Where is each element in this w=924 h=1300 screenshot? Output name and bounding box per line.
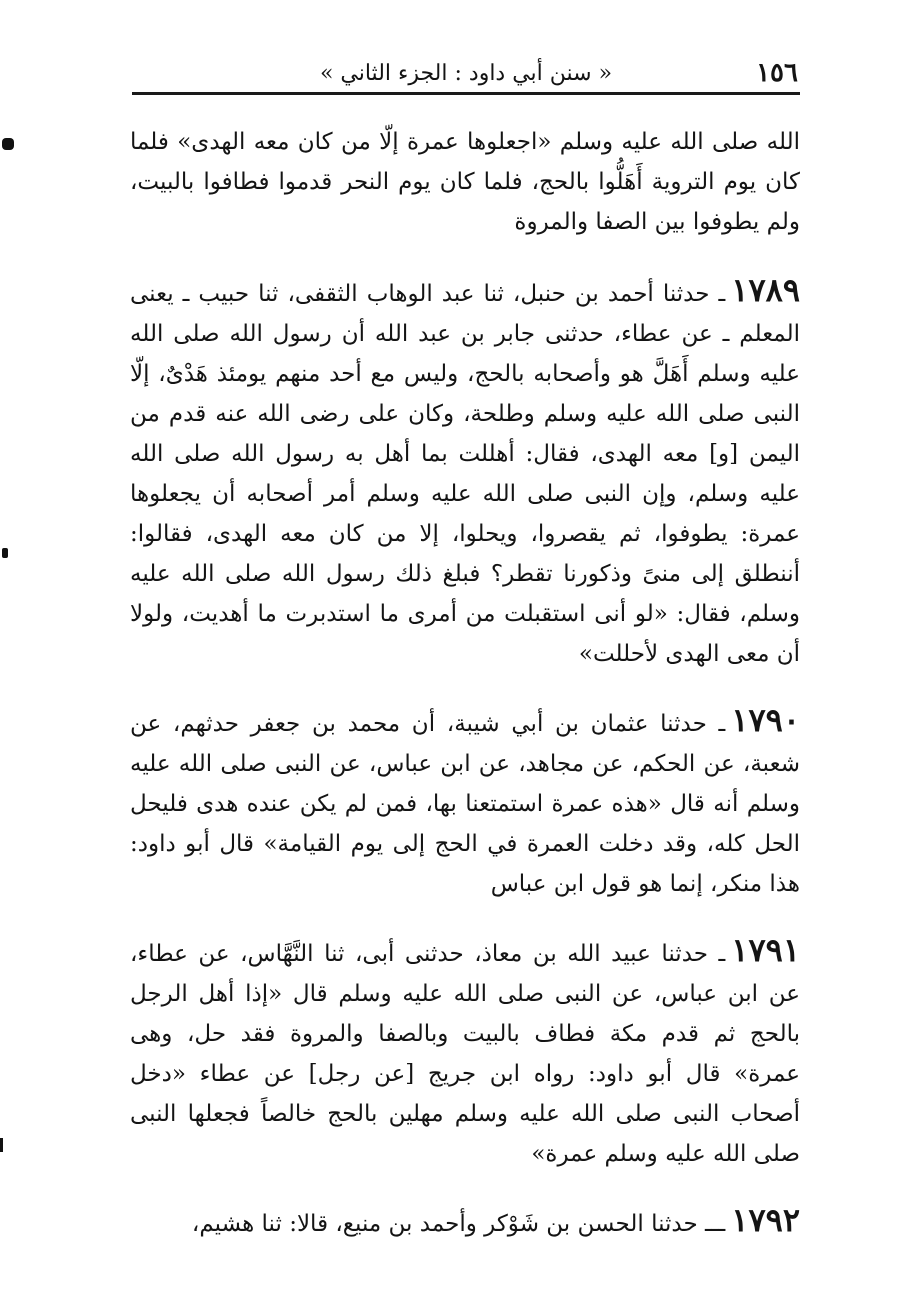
hadith-number: ١٧٩١ bbox=[731, 931, 800, 969]
hadith-number: ١٧٩٠ bbox=[731, 701, 800, 739]
scan-mark bbox=[0, 1138, 3, 1152]
scan-mark bbox=[2, 138, 14, 150]
scan-mark bbox=[2, 548, 8, 558]
hadith-number: ١٧٩٢ bbox=[731, 1201, 800, 1239]
header-rule bbox=[132, 92, 800, 95]
paragraph-continuation bbox=[130, 122, 800, 242]
hadith-number: ١٧٨٩ bbox=[731, 271, 800, 309]
hadith-text: ـ حدثنا أحمد بن حنبل، ثنا عبد الوهاب الثقفى، ثنا حبيب ـ يعنى المعلم ـ عن عطاء، حدثنى جابر بن عبد الله أن رسول الله صلى الله عليه وسلم أَهَلَّ هو وأصحابه بالحج، وليس مع أحد منهم يومئذ هَدْىٌ، إلّا النبى صلى الله عليه وسلم وطلحة، وكان على رضى الله عنه قدم من اليمن [و] معه الهدى، فقال: أهللت بما أهل به رسول الله صلى الله عليه وسلم، وإن النبى صلى الله عليه وسلم أمر أصحابه أن يجعلوها عمرة: يطوفوا، ثم يقصروا، ويحلوا، إلا من كان معه الهدى، فقالوا: أننطلق إلى منىً وذكورنا تقطر؟ فبلغ ذلك رسول الله صلى الله عليه وسلم، فقال: «لو أنى استقبلت من أمرى ما استدبرت ما أهديت، ولولا أن معى الهدى لأحللت» bbox=[130, 281, 800, 667]
header-title: « سنن أبي داود : الجزء الثاني » bbox=[319, 61, 613, 86]
hadith-1790 bbox=[130, 700, 800, 904]
hadith-1791 bbox=[130, 930, 800, 1174]
hadith-text: ـ حدثنا عبيد الله بن معاذ، حدثنى أبى، ثنا النَّهَّاس، عن عطاء، عن ابن عباس، عن النبى صلى الله عليه وسلم قال «إذا أهل الرجل بالحج ثم قدم مكة فطاف بالبيت وبالصفا والمروة فقد حل، وهى عمرة» قال أبو داود: رواه ابن جريج [عن رجل] عن عطاء «دخل أصحاب النبى صلى الله عليه وسلم مهلين بالحج خالصاً فجعلها النبى صلى الله عليه وسلم عمرة» bbox=[130, 941, 800, 1167]
running-header bbox=[134, 52, 798, 92]
page-number: ١٥٦ bbox=[756, 58, 798, 88]
hadith-1792 bbox=[130, 1200, 800, 1244]
body-text bbox=[130, 122, 800, 1270]
paragraph-text: الله صلى الله عليه وسلم «اجعلوها عمرة إلّا من كان معه الهدى» فلما كان يوم التروية أَهَلُّوا بالحج، فلما كان يوم النحر قدموا فطافوا بالبيت، ولم يطوفوا بين الصفا والمروة bbox=[130, 129, 800, 235]
hadith-text: ـ حدثنا عثمان بن أبي شيبة، أن محمد بن جعفر حدثهم، عن شعبة، عن الحكم، عن مجاهد، عن ابن عباس، عن النبى صلى الله عليه وسلم أنه قال «هذه عمرة استمتعنا بها، فمن لم يكن عنده هدى فليحل الحل كله، وقد دخلت العمرة في الحج إلى يوم القيامة» قال أبو داود: هذا منكر، إنما هو قول ابن عباس bbox=[130, 711, 800, 897]
hadith-1789 bbox=[130, 270, 800, 674]
hadith-text: ـــ حدثنا الحسن بن شَوْكر وأحمد بن منيع، قالا: ثنا هشيم، bbox=[191, 1211, 726, 1237]
